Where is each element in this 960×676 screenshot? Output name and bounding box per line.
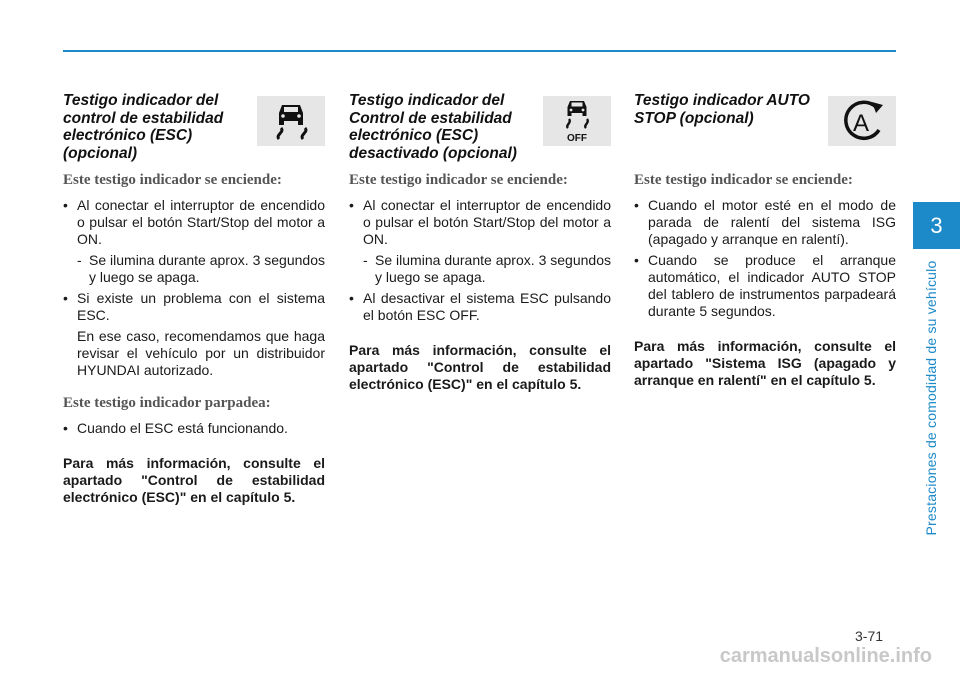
footer-watermark: carmanualsonline.info <box>719 645 932 667</box>
list-item: • Cuando se produce el arranque automático, el indicador AUTO STOP del tablero de instrumentos parpadeará durante 5 segundos. <box>634 252 896 319</box>
chapter-side-title <box>924 258 938 538</box>
list-item-text: Al conectar el interruptor de encendido o pulsar el botón Start/Stop del motor a ON. <box>363 197 611 247</box>
list-item: • Al conectar el interruptor de encendido o pulsar el botón Start/Stop del motor a ON. <box>63 197 325 247</box>
sub-list-item-text: Se ilumina durante aprox. 3 segundos y luego se apaga. <box>89 252 325 285</box>
list-item: • Al desactivar el sistema ESC pulsando el botón ESC OFF. <box>349 290 611 323</box>
list-item-text: Si existe un problema con el sistema ESC. <box>77 290 325 323</box>
list-item: • Cuando el ESC está funcionando. <box>63 420 288 436</box>
chapter-title-text: Prestaciones de comodidad de su vehículo <box>923 260 939 536</box>
section-subtitle: Este testigo indicador parpadea: <box>63 395 271 411</box>
esc-warning-icon <box>257 96 325 146</box>
auto-stop-letter: A <box>852 110 870 137</box>
section-heading: Testigo indicador del Control de estabilidad electrónico (ESC) desactivado (opcional) <box>349 92 517 162</box>
more-info-text: Para más información, consulte el apartado "Control de estabilidad electrónico (ESC)" en el capítulo 5. <box>349 342 611 392</box>
sub-list-item-text: Se ilumina durante aprox. 3 segundos y luego se apaga. <box>375 252 611 285</box>
sub-list-item: - Se ilumina durante aprox. 3 segundos y luego se apaga. <box>363 252 611 285</box>
list-item-note: En ese caso, recomendamos que haga revisar el vehículo por un distribuidor HYUNDAI autorizado. <box>77 328 325 378</box>
list-item-text: Cuando el motor esté en el modo de parada de ralentí del sistema ISG (apagado y arranque en ralentí). <box>648 197 896 247</box>
list-item: • Si existe un problema con el sistema ESC. <box>63 290 325 323</box>
column-header <box>63 92 325 162</box>
auto-stop-icon <box>828 96 896 146</box>
page-number: 3-71 <box>855 628 884 644</box>
column-esc-off <box>349 92 611 393</box>
section-heading: Testigo indicador del control de estabilidad electrónico (ESC) (opcional) <box>63 92 224 162</box>
section-subtitle: Este testigo indicador se enciende: <box>63 172 282 188</box>
more-info-text: Para más información, consulte el apartado "Control de estabilidad electrónico (ESC)" en el capítulo 5. <box>63 455 325 505</box>
column-esc <box>63 92 325 506</box>
section-subtitle: Este testigo indicador se enciende: <box>349 172 568 188</box>
esc-off-icon <box>543 96 611 146</box>
column-header <box>634 92 896 158</box>
list-item-text: Cuando el ESC está funcionando. <box>77 420 288 436</box>
more-info-text: Para más información, consulte el apartado "Sistema ISG (apagado y arranque en ralentí" en el capítulo 5. <box>634 338 896 388</box>
list-item-text: Cuando se produce el arranque automático, el indicador AUTO STOP del tablero de instrumentos parpadeará durante 5 segundos. <box>648 252 896 319</box>
column-auto-stop <box>634 92 896 389</box>
section-heading: Testigo indicador AUTO STOP (opcional) <box>634 92 810 127</box>
column-header <box>349 92 611 162</box>
list-item: • Cuando el motor esté en el modo de parada de ralentí del sistema ISG (apagado y arranque en ralentí). <box>634 197 896 247</box>
list-item-text: Al conectar el interruptor de encendido o pulsar el botón Start/Stop del motor a ON. <box>77 197 325 247</box>
esc-off-label: OFF <box>567 133 587 143</box>
header-rule <box>63 50 896 52</box>
list-item: • Al conectar el interruptor de encendido o pulsar el botón Start/Stop del motor a ON. <box>349 197 611 247</box>
list-item-text: Al desactivar el sistema ESC pulsando el botón ESC OFF. <box>363 290 611 323</box>
chapter-number-tab: 3 <box>913 202 960 249</box>
sub-list-item: - Se ilumina durante aprox. 3 segundos y luego se apaga. <box>77 252 325 285</box>
section-subtitle: Este testigo indicador se enciende: <box>634 172 853 188</box>
